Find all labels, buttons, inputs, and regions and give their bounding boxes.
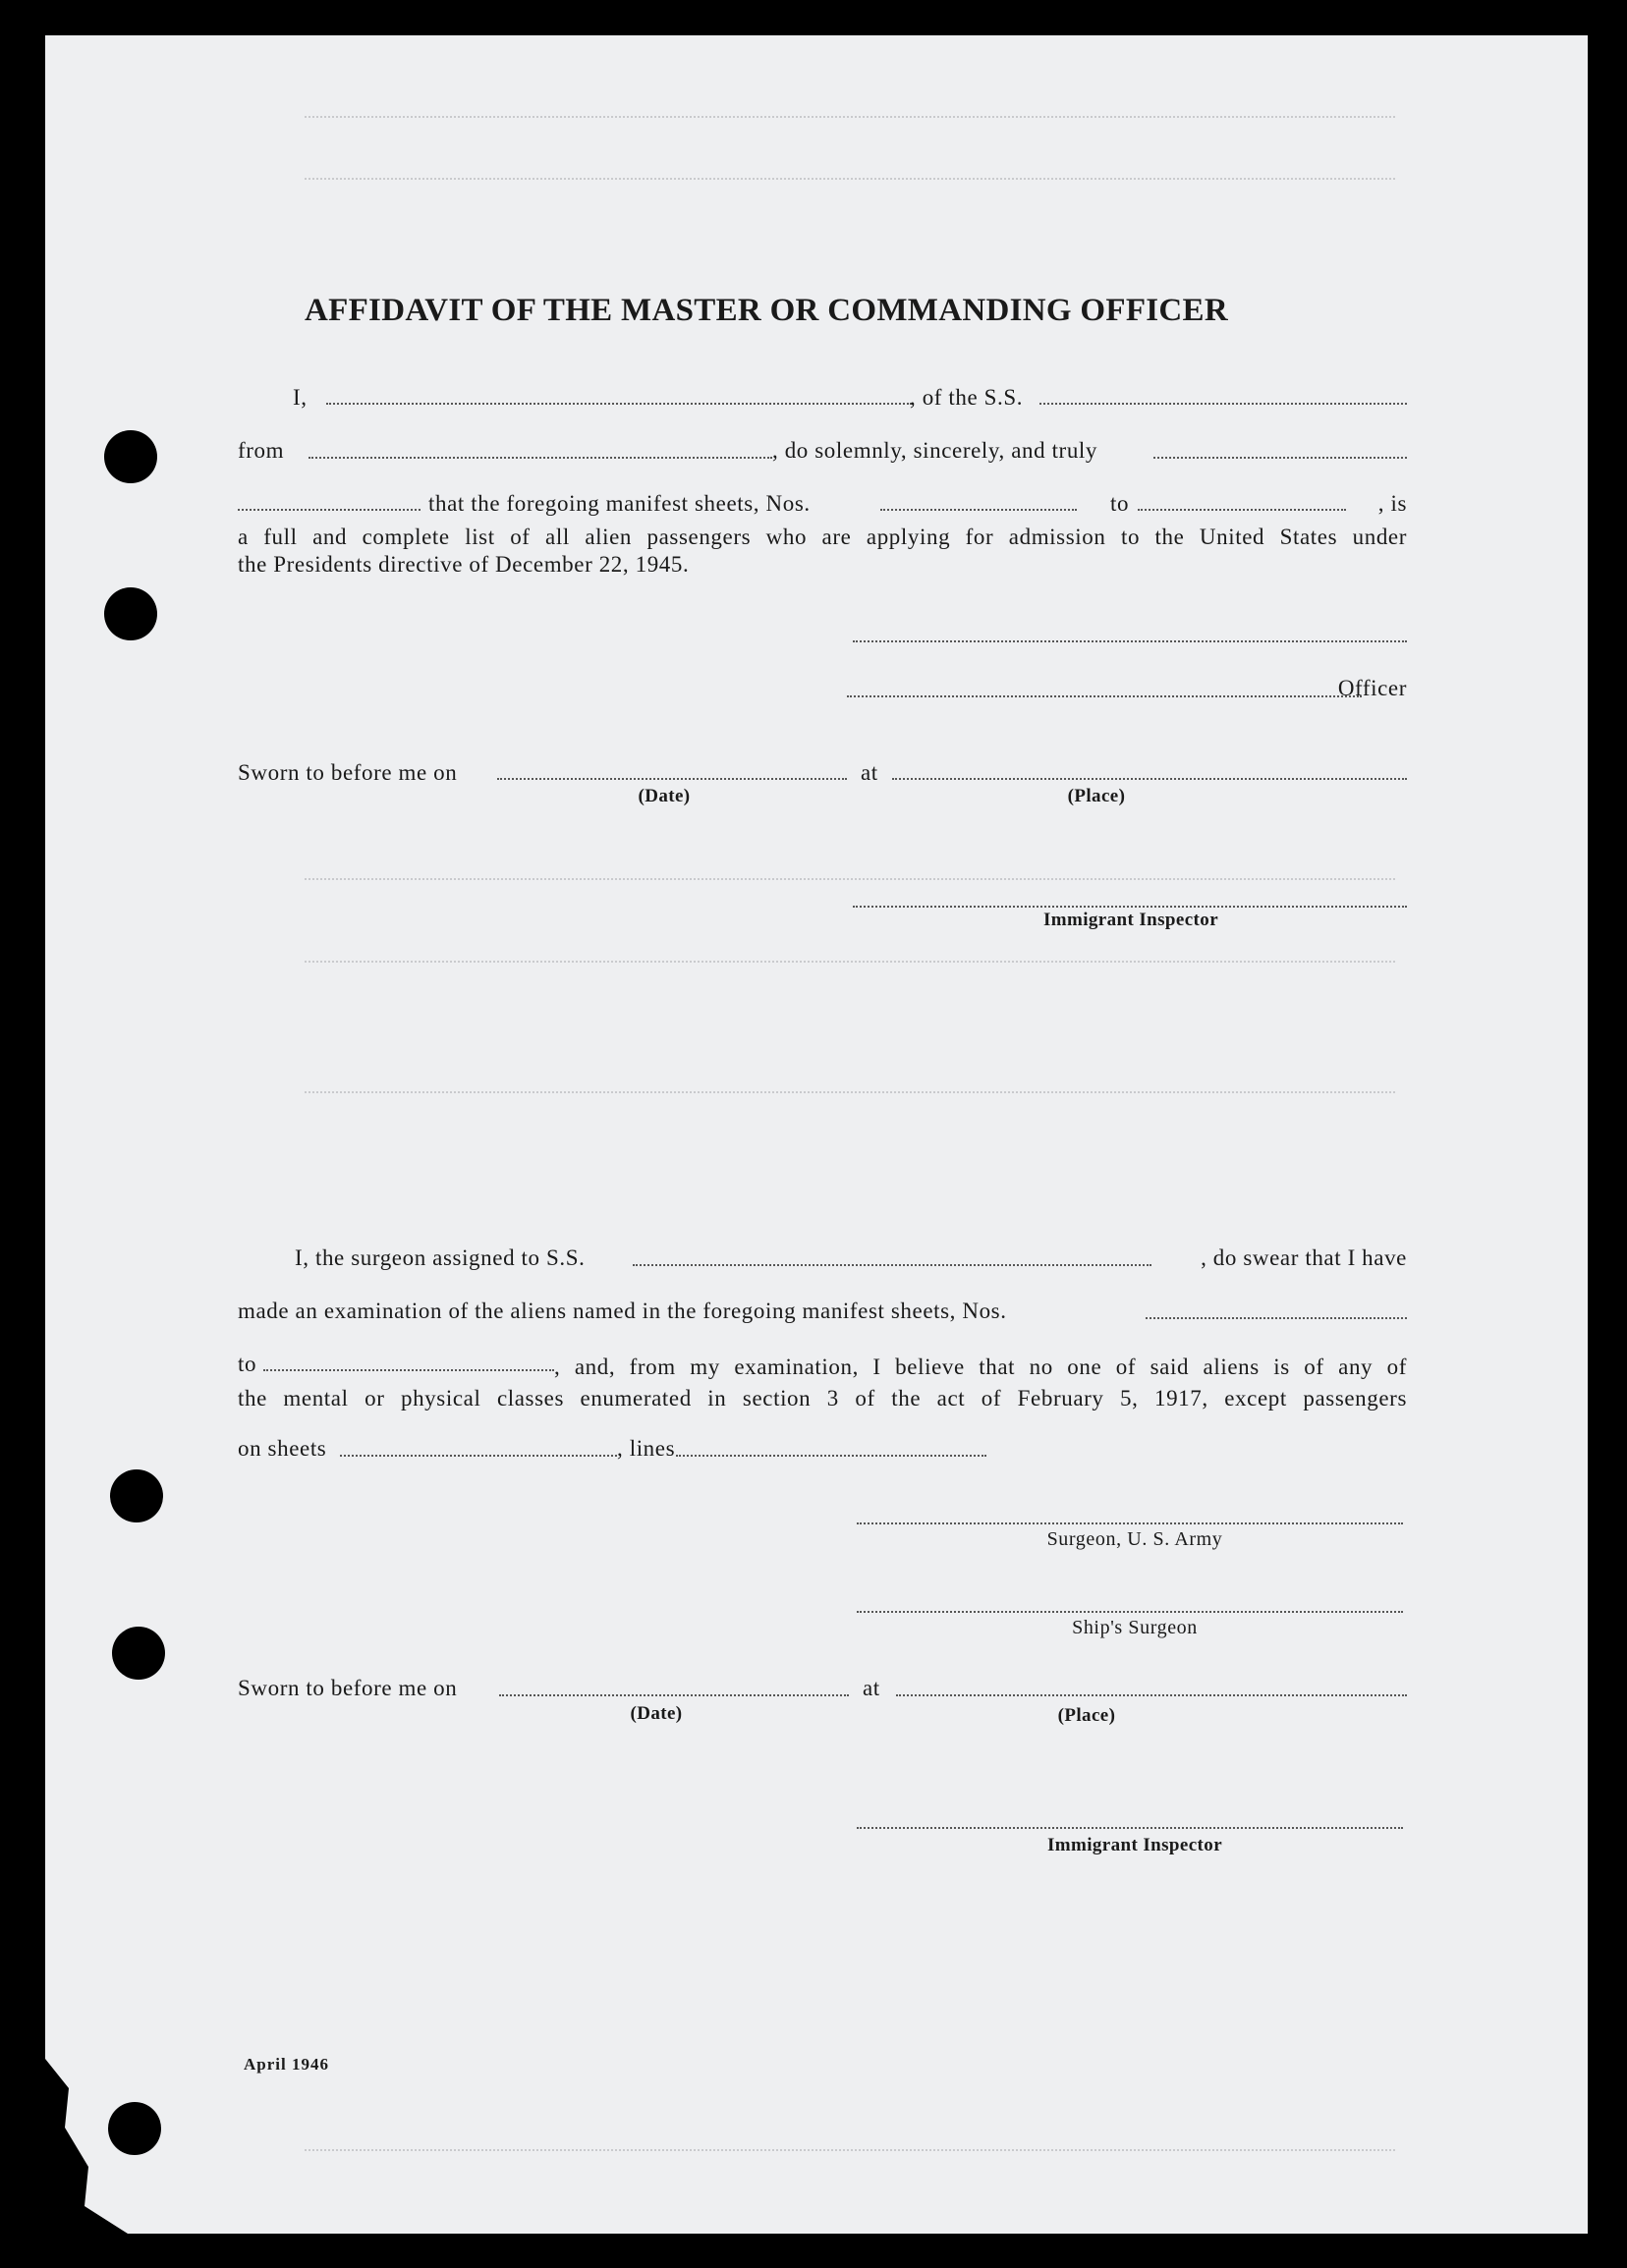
surgeon-sheets-field[interactable] — [340, 1455, 617, 1457]
faint-rule — [305, 2149, 1395, 2151]
surgeon-line5-mid: , lines — [617, 1436, 676, 1461]
form-date-footer: April 1946 — [244, 2055, 329, 2074]
surgeon-sworn-date-field[interactable] — [499, 1694, 849, 1696]
officer-signature-line[interactable] — [847, 695, 1362, 697]
surgeon-inspector-label: Immigrant Inspector — [1046, 1835, 1223, 1855]
master-line5: the Presidents directive of December 22, 1945. — [238, 552, 690, 577]
master-line1-prefix: I, — [293, 385, 308, 410]
oath-verb-field[interactable] — [1153, 457, 1407, 459]
surgeon-date-label: (Date) — [630, 1703, 683, 1724]
faint-rule — [305, 116, 1395, 118]
ship-name-field[interactable] — [1039, 403, 1407, 405]
master-sworn-date-field[interactable] — [497, 778, 847, 780]
affidavit-form-page — [45, 35, 1588, 2234]
sheet-nos-from-field[interactable] — [880, 509, 1077, 511]
master-signature-line[interactable] — [853, 640, 1407, 642]
surgeon-line1-prefix: I, the surgeon assigned to S.S. — [295, 1245, 586, 1270]
punch-hole — [110, 1469, 163, 1522]
master-line3-end: , is — [1377, 491, 1407, 516]
master-place-label: (Place) — [1067, 786, 1126, 806]
surgeon-line3-prefix: to — [238, 1352, 257, 1376]
army-surgeon-signature-line[interactable] — [857, 1522, 1403, 1524]
ship-surgeon-signature-line[interactable] — [857, 1611, 1403, 1613]
master-line2-prefix: from — [238, 438, 285, 463]
master-inspector-signature-line[interactable] — [853, 906, 1407, 908]
faint-rule — [305, 1091, 1395, 1093]
master-inspector-label: Immigrant Inspector — [1042, 910, 1219, 930]
master-line2-mid: , do solemnly, sincerely, and truly — [772, 438, 1098, 463]
surgeon-place-label: (Place) — [1057, 1705, 1116, 1726]
surgeon-sheet-nos-from-field[interactable] — [1146, 1317, 1407, 1319]
master-sworn-at: at — [861, 760, 878, 785]
surgeon-line2: made an examination of the aliens named in the foregoing manifest sheets, Nos. — [238, 1299, 1007, 1323]
sheet-nos-to-field[interactable] — [1138, 509, 1346, 511]
ship-surgeon-label: Ship's Surgeon — [1072, 1617, 1198, 1638]
master-date-label: (Date) — [638, 786, 691, 806]
oath-verb-cont-field[interactable] — [238, 509, 421, 511]
faint-rule — [305, 178, 1395, 180]
from-port-field[interactable] — [309, 457, 772, 459]
master-line3-mid: that the foregoing manifest sheets, Nos. — [428, 491, 811, 516]
torn-edge — [45, 2059, 153, 2234]
surgeon-line4: the mental or physical classes enumerated in section 3 of the act of February 5, 1917, except passengers — [238, 1386, 1407, 1411]
master-sworn-place-field[interactable] — [892, 778, 1407, 780]
master-line4: a full and complete list of all alien passengers who are applying for admission to the United States under — [238, 525, 1407, 549]
surgeon-sworn-prefix: Sworn to before me on — [238, 1676, 458, 1700]
army-surgeon-label: Surgeon, U. S. Army — [1046, 1528, 1223, 1550]
punch-hole — [104, 430, 157, 483]
surgeon-sworn-place-field[interactable] — [896, 1694, 1407, 1696]
faint-rule — [305, 878, 1395, 880]
surgeon-sheet-nos-to-field[interactable] — [263, 1369, 554, 1371]
surgeon-inspector-signature-line[interactable] — [857, 1827, 1403, 1829]
form-title: AFFIDAVIT OF THE MASTER OR COMMANDING OFFICER — [305, 293, 1228, 328]
surgeon-line5-prefix: on sheets — [238, 1436, 327, 1461]
surgeon-sworn-at: at — [863, 1676, 880, 1700]
officer-label: Officer — [1337, 676, 1407, 700]
master-line3-to: to — [1110, 491, 1130, 516]
surgeon-lines-field[interactable] — [676, 1455, 986, 1457]
punch-hole — [112, 1627, 165, 1680]
surgeon-line1-end: , do swear that I have — [1201, 1245, 1407, 1270]
master-line1-mid: , of the S.S. — [910, 385, 1024, 410]
faint-rule — [305, 961, 1395, 963]
master-sworn-prefix: Sworn to before me on — [238, 760, 458, 785]
surgeon-line3-rest: , and, from my examination, I believe that no one of said aliens is of any of — [554, 1355, 1407, 1379]
punch-hole — [104, 587, 157, 640]
surgeon-ship-field[interactable] — [633, 1264, 1151, 1266]
master-name-field[interactable] — [326, 403, 912, 405]
